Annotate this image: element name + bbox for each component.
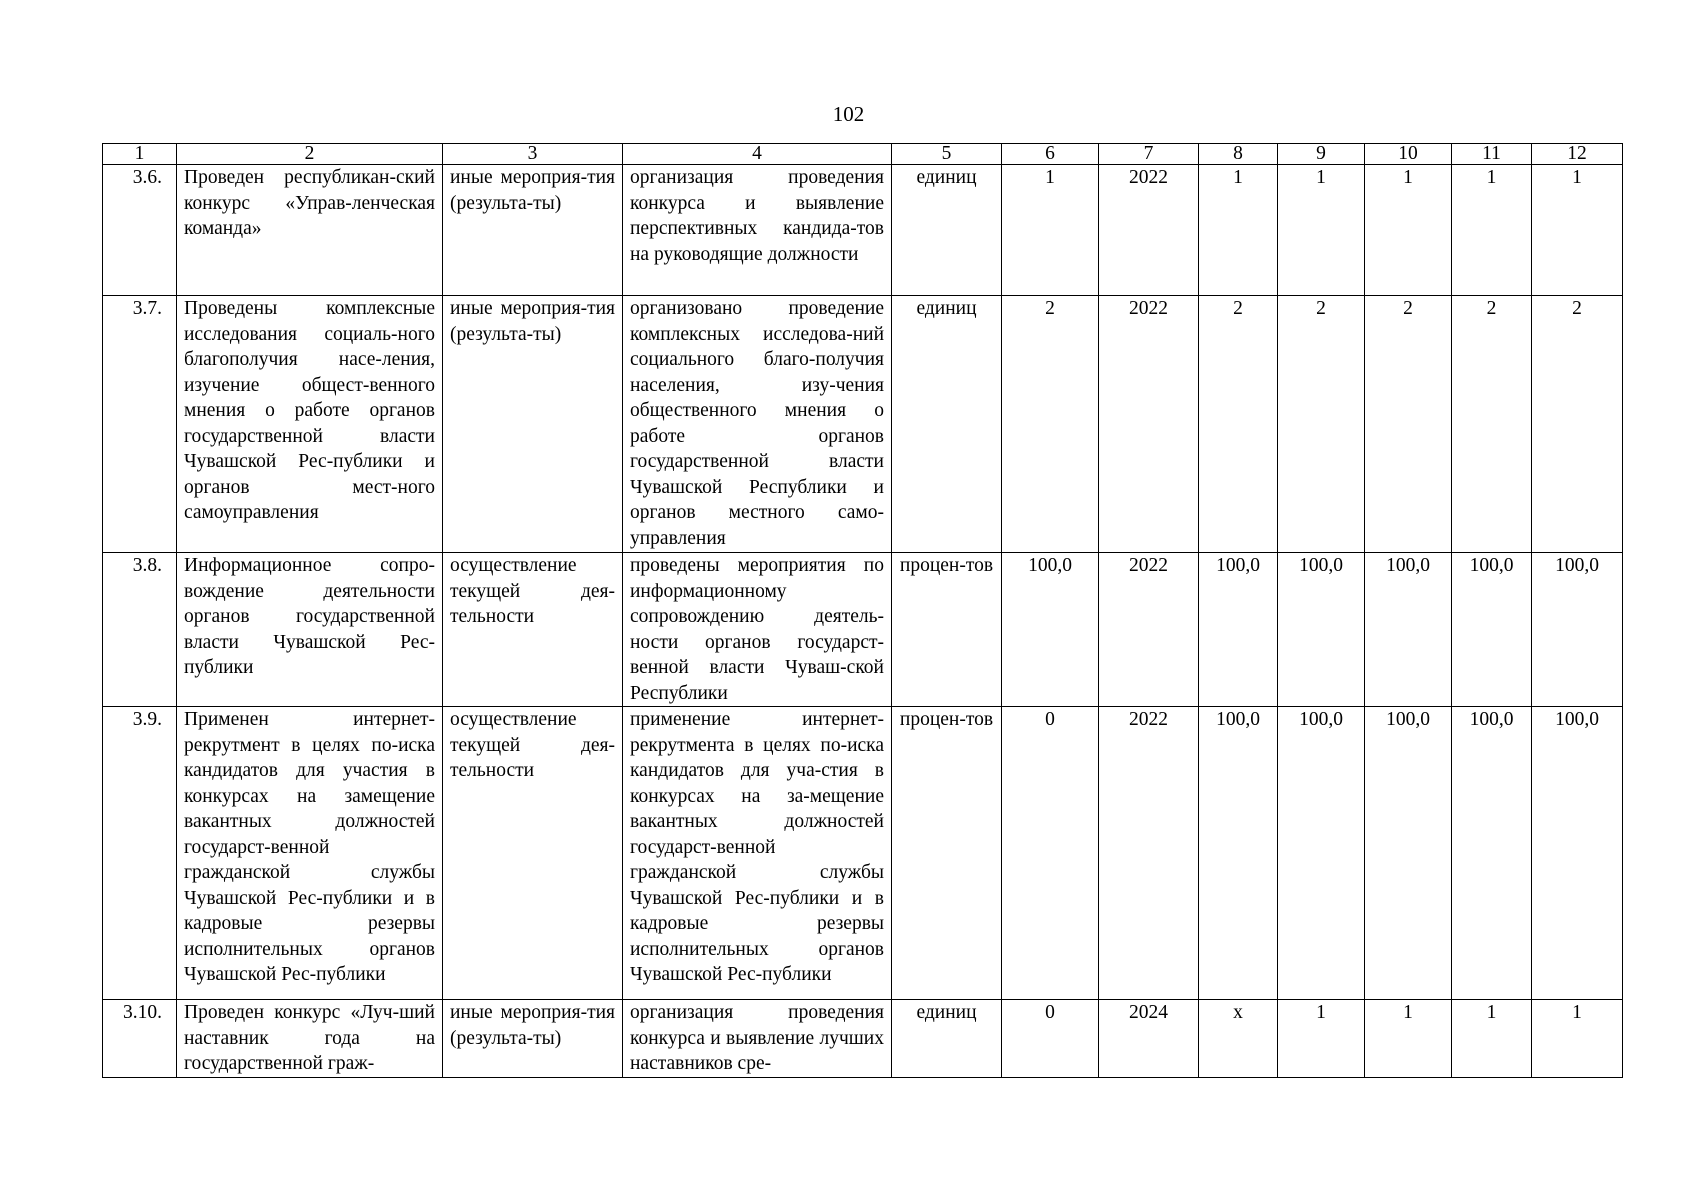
header-cell: 8 xyxy=(1199,144,1278,165)
header-cell: 7 xyxy=(1099,144,1199,165)
header-cell: 11 xyxy=(1452,144,1532,165)
table-header-row xyxy=(103,144,1623,165)
row-base-year: 2022 xyxy=(1099,553,1199,707)
row-name: Проведены комплексные исследования социаль-ного благополучия насе-ления, изучение общест-венного мнения о работе органов государственной власти Чувашской Рес-публики и органов мест-ного самоуправления xyxy=(177,296,443,553)
row-value-col10: 1 xyxy=(1365,1000,1452,1078)
header-cell: 12 xyxy=(1532,144,1623,165)
row-unit: процен-тов xyxy=(892,707,1002,1000)
row-value-col11: 1 xyxy=(1452,165,1532,296)
row-unit: процен-тов xyxy=(892,553,1002,707)
row-name: Проведен конкурс «Луч-ший наставник года на государственной граж- xyxy=(177,1000,443,1078)
header-cell: 1 xyxy=(103,144,177,165)
row-unit: единиц xyxy=(892,296,1002,553)
row-base-value: 1 xyxy=(1002,165,1099,296)
row-value-col9: 100,0 xyxy=(1278,707,1365,1000)
row-number: 3.9. xyxy=(103,707,177,1000)
row-value-col12: 1 xyxy=(1532,165,1623,296)
row-value-col10: 100,0 xyxy=(1365,553,1452,707)
row-base-value: 0 xyxy=(1002,707,1099,1000)
row-value-col11: 2 xyxy=(1452,296,1532,553)
row-value-col8: 100,0 xyxy=(1199,707,1278,1000)
row-value-col12: 100,0 xyxy=(1532,553,1623,707)
table-row xyxy=(103,707,1623,1000)
row-value-col8: 1 xyxy=(1199,165,1278,296)
row-value-col11: 100,0 xyxy=(1452,707,1532,1000)
row-value-col9: 1 xyxy=(1278,165,1365,296)
row-type: осуществление текущей дея-тельности xyxy=(443,553,623,707)
row-type: осуществление текущей дея-тельности xyxy=(443,707,623,1000)
row-value-col11: 100,0 xyxy=(1452,553,1532,707)
row-number: 3.10. xyxy=(103,1000,177,1078)
row-base-year: 2022 xyxy=(1099,165,1199,296)
row-base-year: 2022 xyxy=(1099,296,1199,553)
row-type: иные мероприя-тия (результа-ты) xyxy=(443,296,623,553)
row-value-col9: 1 xyxy=(1278,1000,1365,1078)
row-description: применение интернет-рекрутмента в целях по-иска кандидатов для уча-стия в конкурсах на за-мещение вакантных должностей государст-венной гражданской службы Чувашской Рес-публики и в кадровые резервы исполнительных органов Чувашской Рес-публики xyxy=(623,707,892,1000)
header-cell: 6 xyxy=(1002,144,1099,165)
row-value-col10: 2 xyxy=(1365,296,1452,553)
row-value-col9: 2 xyxy=(1278,296,1365,553)
row-name: Проведен республикан-ский конкурс «Управ-ленческая команда» xyxy=(177,165,443,296)
row-value-col9: 100,0 xyxy=(1278,553,1365,707)
row-description: организация проведения конкурса и выявление перспективных кандида-тов на руководящие должности xyxy=(623,165,892,296)
table-row xyxy=(103,553,1623,707)
row-base-value: 0 xyxy=(1002,1000,1099,1078)
row-description: проведены мероприятия по информационному сопровождению деятель-ности органов государст-венной власти Чуваш-ской Республики xyxy=(623,553,892,707)
row-description: организовано проведение комплексных исследова-ний социального благо-получия населения, изу-чения общественного мнения о работе органов государственной власти Чувашской Республики и органов местного само-управления xyxy=(623,296,892,553)
row-base-value: 100,0 xyxy=(1002,553,1099,707)
row-value-col10: 100,0 xyxy=(1365,707,1452,1000)
row-type: иные мероприя-тия (результа-ты) xyxy=(443,1000,623,1078)
indicators-table xyxy=(102,143,1623,1078)
page-number: 102 xyxy=(832,102,865,126)
header-cell: 2 xyxy=(177,144,443,165)
header-cell: 4 xyxy=(623,144,892,165)
row-number: 3.7. xyxy=(103,296,177,553)
row-base-year: 2022 xyxy=(1099,707,1199,1000)
row-base-value: 2 xyxy=(1002,296,1099,553)
row-name: Информационное сопро-вождение деятельности органов государственной власти Чувашской Рес-публики xyxy=(177,553,443,707)
header-cell: 5 xyxy=(892,144,1002,165)
row-unit: единиц xyxy=(892,1000,1002,1078)
row-unit: единиц xyxy=(892,165,1002,296)
header-cell: 10 xyxy=(1365,144,1452,165)
row-value-col12: 2 xyxy=(1532,296,1623,553)
row-value-col12: 100,0 xyxy=(1532,707,1623,1000)
row-value-col8: 100,0 xyxy=(1199,553,1278,707)
row-number: 3.6. xyxy=(103,165,177,296)
table-row xyxy=(103,165,1623,296)
row-value-col8: 2 xyxy=(1199,296,1278,553)
header-cell: 3 xyxy=(443,144,623,165)
row-value-col10: 1 xyxy=(1365,165,1452,296)
row-value-col11: 1 xyxy=(1452,1000,1532,1078)
table-row xyxy=(103,1000,1623,1078)
row-name: Применен интернет-рекрутмент в целях по-иска кандидатов для участия в конкурсах на замещение вакантных должностей государст-венной гражданской службы Чувашской Рес-публики и в кадровые резервы исполнительных органов Чувашской Рес-публики xyxy=(177,707,443,1000)
header-cell: 9 xyxy=(1278,144,1365,165)
row-base-year: 2024 xyxy=(1099,1000,1199,1078)
table-row xyxy=(103,296,1623,553)
row-value-col8: х xyxy=(1199,1000,1278,1078)
row-type: иные мероприя-тия (результа-ты) xyxy=(443,165,623,296)
row-value-col12: 1 xyxy=(1532,1000,1623,1078)
row-description: организация проведения конкурса и выявление лучших наставников сре- xyxy=(623,1000,892,1078)
row-number: 3.8. xyxy=(103,553,177,707)
